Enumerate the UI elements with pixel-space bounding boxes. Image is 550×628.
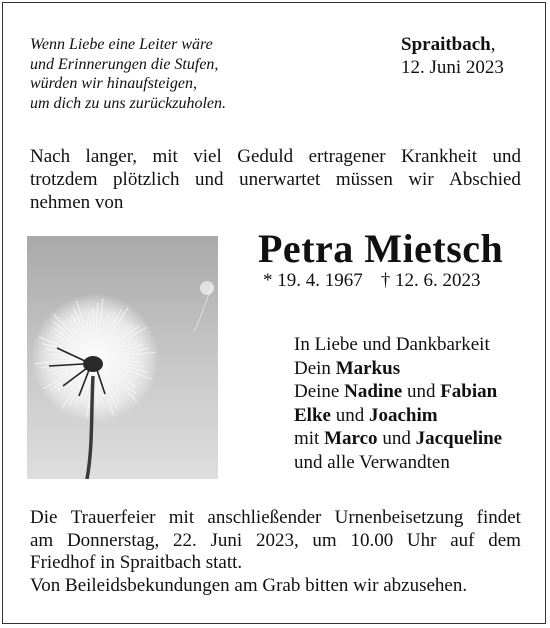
word: viel <box>193 146 222 167</box>
deceased-name: Petra Mietsch <box>258 226 504 271</box>
funeral-service-text <box>30 507 521 597</box>
mourner-name: Nadine <box>344 381 403 402</box>
word: Urnenbeisetzung <box>334 507 464 528</box>
mourner-name: Joachim <box>368 404 438 426</box>
word: und <box>195 169 224 190</box>
family-list <box>294 333 502 474</box>
poem-line: würden wir hinaufsteigen, <box>30 75 197 92</box>
service-line <box>30 530 521 553</box>
poem-line: um dich zu uns zurückzuholen. <box>30 94 226 112</box>
family-line: und alle Verwandten <box>294 451 450 473</box>
mourner-name: Jacqueline <box>415 428 503 449</box>
service-line: Friedhof in Spraitbach statt. <box>30 552 243 573</box>
word: auf <box>450 529 475 551</box>
word: Nach <box>30 146 71 167</box>
word: plötzlich <box>113 169 180 190</box>
word: Geduld <box>237 146 294 167</box>
poem-line: Wenn Liebe eine Leiter wäre <box>30 36 213 53</box>
place-comma: , <box>490 34 496 55</box>
mourner-name: Elke <box>294 404 331 426</box>
death-date: † 12. 6. 2023 <box>380 270 481 291</box>
word: 2023, <box>255 529 299 551</box>
word: ertragener <box>308 146 386 167</box>
word: dem <box>488 529 521 551</box>
intro-text <box>30 145 521 214</box>
birth-date: * 19. 4. 1967 <box>263 270 363 291</box>
word: müssen <box>335 169 393 190</box>
intro-line: nehmen von <box>30 192 124 213</box>
service-line: Von Beileidsbekundungen am Grab bitten wir abzusehen. <box>30 574 468 596</box>
family-line: Elke und Joachim <box>294 404 438 426</box>
intro-line <box>30 145 521 168</box>
word: Krankheit <box>401 146 478 167</box>
family-line: Dein Markus <box>294 357 401 379</box>
service-line <box>30 507 521 530</box>
word: wir <box>408 169 434 190</box>
life-dates <box>263 270 481 292</box>
poem <box>30 35 226 113</box>
word: Uhr <box>406 529 437 551</box>
notice-date: 12. Juni 2023 <box>401 57 504 78</box>
family-line: In Liebe und Dankbarkeit <box>294 334 490 355</box>
word: 22. <box>173 529 197 551</box>
intro-line <box>30 168 521 191</box>
word: Abschied <box>449 169 521 190</box>
word: Trauerfeier <box>70 507 156 528</box>
mourner-name: Marco <box>324 428 378 449</box>
word: findet <box>476 507 521 528</box>
word: und <box>492 146 521 167</box>
word: am <box>30 529 54 551</box>
word: Die <box>30 507 58 528</box>
word: trotzdem <box>30 169 98 190</box>
word: mit <box>168 507 195 528</box>
family-line: mit Marco und Jacqueline <box>294 428 503 449</box>
word: mit <box>152 146 178 167</box>
word: um <box>312 529 337 551</box>
mourner-name: Fabian <box>440 381 498 402</box>
word: anschließender <box>207 507 322 528</box>
word: unerwartet <box>239 169 321 190</box>
dandelion-photo <box>27 236 218 479</box>
place-city: Spraitbach <box>401 34 491 55</box>
word: 10.00 <box>350 529 394 551</box>
word: Donnerstag, <box>66 529 160 551</box>
word: Juni <box>210 529 243 551</box>
poem-line: und Erinnerungen die Stufen, <box>30 55 219 73</box>
family-line: Deine Nadine und Fabian <box>294 381 498 402</box>
place-line <box>401 34 496 56</box>
word: langer, <box>85 146 138 167</box>
mourner-name: Markus <box>335 357 401 379</box>
